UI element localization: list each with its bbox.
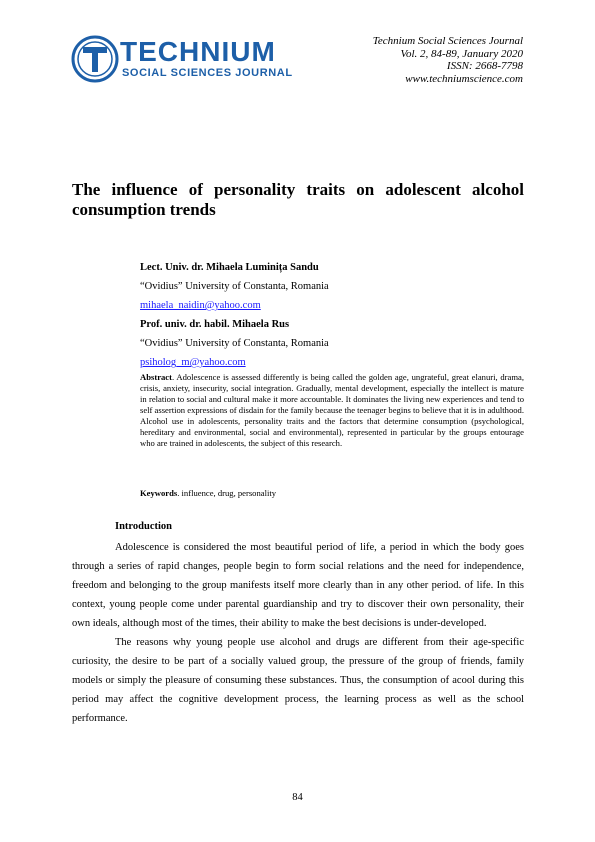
logo-subtitle: SOCIAL SCIENCES JOURNAL — [122, 67, 293, 79]
logo-wordmark: TECHNIUM — [120, 36, 276, 67]
technium-logo-icon — [70, 34, 120, 84]
journal-volume: Vol. 2, 84-89, January 2020 — [400, 47, 523, 60]
journal-name: Technium Social Sciences Journal — [372, 35, 523, 47]
abstract — [140, 372, 524, 449]
section-heading-introduction: Introduction — [115, 521, 172, 532]
author-affiliation: “Ovidius” University of Constanta, Romania — [140, 281, 329, 292]
article-title: The influence of personality traits on adolescent alcohol consumption trends — [72, 180, 524, 219]
keywords-text: . influence, drug, personality — [177, 488, 277, 498]
author-name: Prof. univ. dr. habil. Mihaela Rus — [140, 319, 290, 330]
journal-issn: ISSN: 2668-7798 — [446, 60, 523, 72]
keywords — [140, 488, 524, 499]
body-paragraph: The reasons why young people use alcohol and drugs are different from their age-specific curiosity, the desire to be part of a socially valued group, the pressure of the group of friends, family models or simply the pleasure of consuming these substances. Thus, the consumption of acool during this period may affect the cognitive development process, the learning process as well as the school performance. — [72, 637, 524, 724]
author-name: Lect. Univ. dr. Mihaela Luminița Sandu — [140, 262, 319, 273]
journal-website: www.techniumscience.com — [405, 72, 523, 85]
page-number: 84 — [292, 792, 303, 803]
abstract-label: Abstract — [140, 372, 172, 382]
journal-logo — [70, 34, 295, 84]
abstract-text: . Adolescence is assessed differently is being called the golden age, ungrateful, great elanuri, drama, crisis, anxiety, insecurity, social integration. Gradually, mental development, especially the intellect is mature in relation to social and cultural make it more accountable. It dominates the living new experiences and tend to self assertion expressions of disdain for the family because the teenager begins to believe that it is in adulthood. Alcohol use in adolescents, personality traits and the factors that determine consumption (psychological, hereditary and environmental, social and environmental), represented in particular by the groups entourage who are trained in adolescents, the subject of this research. — [140, 372, 524, 448]
body-paragraph: Adolescence is considered the most beautiful period of life, a period in which the body goes through a series of rapid changes, people begin to form social relations and the need for independence, freedom and belonging to the group manifests itself more clearly than in any other period. of life. In this context, young people come under parental guardianship and try to discover their own personality, their own ideals, although most of the times, their ability to make the best decisions is under-developed. — [72, 542, 524, 629]
keywords-label: Keywords — [140, 488, 178, 498]
journal-info — [303, 35, 523, 85]
author-email-link[interactable]: psiholog_m@yahoo.com — [140, 357, 246, 368]
author-affiliation: “Ovidius” University of Constanta, Romania — [140, 338, 329, 349]
author-email-link[interactable]: mihaela_naidin@yahoo.com — [140, 300, 261, 311]
author-block — [140, 258, 524, 372]
